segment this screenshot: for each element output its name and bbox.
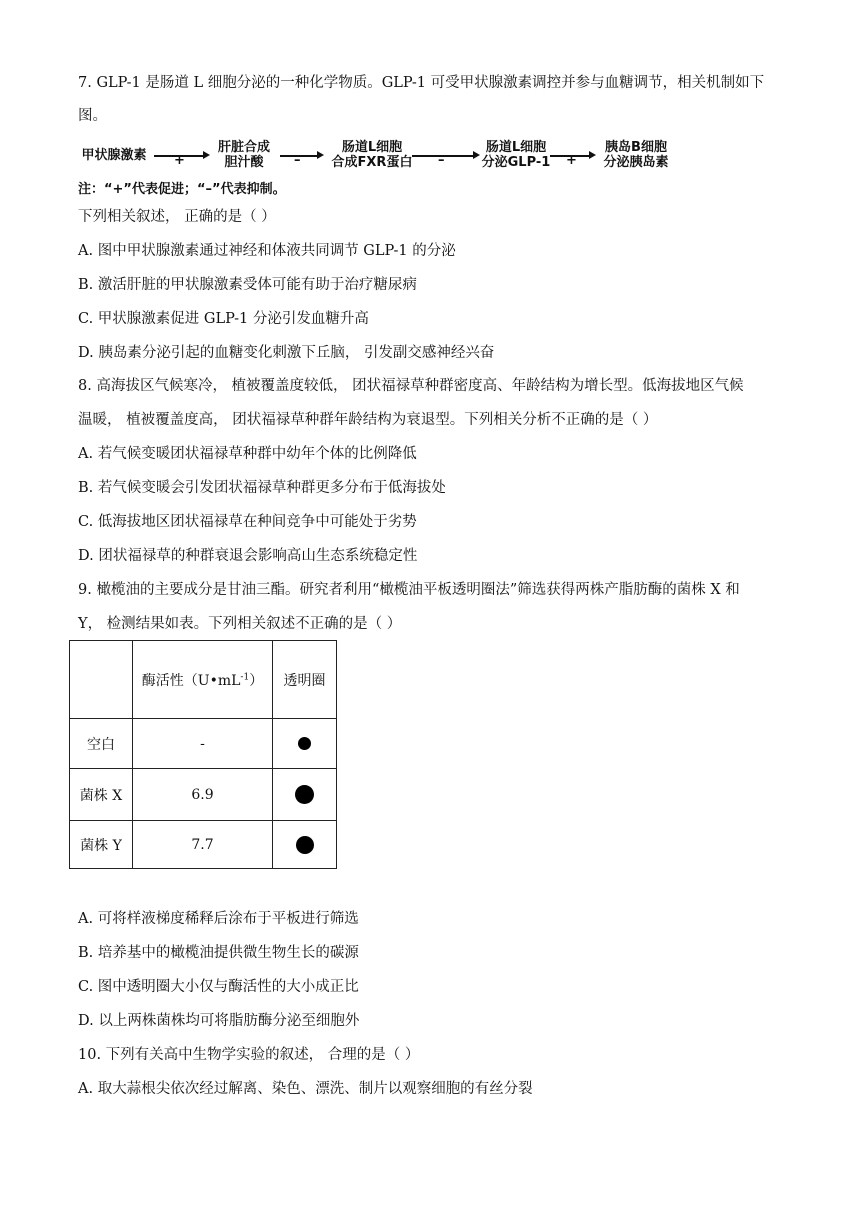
row-circle-cell: [273, 719, 337, 769]
q7-option-c: C. 甲状腺激素促进 GLP-1 分泌引发血糖升高: [78, 311, 369, 327]
row-activity-cell: -: [133, 719, 273, 769]
q7-option-a: A. 图中甲状腺激素通过神经和体液共同调节 GLP-1 的分泌: [78, 243, 456, 259]
header-activity-sup: -1: [240, 671, 250, 682]
q8-stem-line1: 8. 高海拔区气候寒冷， 植被覆盖度较低， 团状福禄草种群密度高、年龄结构为增长型。低海拔地区气候: [78, 378, 744, 394]
row-activity-cell: 6.9: [133, 769, 273, 821]
arrow-3: [412, 153, 474, 168]
transparent-circle-icon: [298, 737, 311, 750]
transparent-circle-icon: [296, 836, 314, 854]
arrow-sign: –: [294, 153, 301, 168]
diagram-node-l-cell-glp1: [476, 140, 556, 170]
table-row: [70, 821, 337, 869]
diagram-node-liver: [212, 140, 276, 170]
table-header-row: [70, 641, 337, 719]
header-blank-cell: [70, 641, 133, 719]
node-label: 肝脏合成: [217, 140, 270, 155]
diagram-node-thyroid: [78, 148, 150, 163]
q8-stem-line2: 温暖， 植被覆盖度高， 团状福禄草种群年龄结构为衰退型。下列相关分析不正确的是（ ）: [78, 412, 658, 428]
row-name-cell: 菌株 X: [70, 769, 133, 821]
q10-stem: 10. 下列有关高中生物学实验的叙述， 合理的是（ ）: [78, 1047, 420, 1063]
node-label: 分泌胰岛素: [603, 155, 669, 170]
header-circle-cell: 透明圈: [273, 641, 337, 719]
header-activity-close: ）: [249, 672, 264, 689]
q7-stem-line1: 7. GLP-1 是肠道 L 细胞分泌的一种化学物质。GLP-1 可受甲状腺激素调控并参与血糖调节，相关机制如下: [78, 75, 765, 91]
q9-result-table: [69, 640, 337, 869]
arrow-sign: +: [174, 153, 185, 168]
arrow-1: [154, 153, 204, 168]
q9-option-d: D. 以上两株菌株均可将脂肪酶分泌至细胞外: [78, 1013, 360, 1029]
q8-option-c: C. 低海拔地区团状福禄草在种间竞争中可能处于劣势: [78, 514, 417, 530]
node-label: 胰岛B细胞: [605, 140, 667, 155]
q9-option-a: A. 可将样液梯度稀释后涂布于平板进行筛选: [78, 911, 359, 927]
arrow-4: [550, 153, 590, 168]
node-label: 甲状腺激素: [81, 148, 147, 163]
table-row: [70, 719, 337, 769]
header-activity-cell: [133, 641, 273, 719]
q9-stem-line2: Y， 检测结果如表。下列相关叙述不正确的是（ ）: [78, 616, 402, 632]
q7-option-b: B. 激活肝脏的甲状腺激素受体可能有助于治疗糖尿病: [78, 277, 417, 293]
q7-question: 下列相关叙述， 正确的是（ ）: [78, 209, 276, 225]
q10-option-a: A. 取大蒜根尖依次经过解离、染色、漂洗、制片以观察细胞的有丝分裂: [78, 1081, 533, 1097]
arrow-2: [280, 153, 318, 168]
q7-option-d: D. 胰岛素分泌引起的血糖变化刺激下丘脑， 引发副交感神经兴奋: [78, 345, 495, 361]
row-circle-cell: [273, 769, 337, 821]
table-row: [70, 769, 337, 821]
q7-stem-line2: 图。: [78, 108, 107, 124]
diagram-node-l-cell-fxr: [326, 140, 418, 170]
node-label: 分泌GLP-1: [481, 155, 551, 170]
node-label: 肠道L细胞: [485, 140, 547, 155]
q9-option-c: C. 图中透明圈大小仅与酶活性的大小成正比: [78, 979, 359, 995]
node-label: 合成FXR蛋白: [331, 155, 413, 170]
transparent-circle-icon: [295, 785, 314, 804]
q7-diagram-note: 注：“+”代表促进；“–”代表抑制。: [78, 182, 286, 197]
q9-option-b: B. 培养基中的橄榄油提供微生物生长的碳源: [78, 945, 359, 961]
q8-option-a: A. 若气候变暖团状福禄草种群中幼年个体的比例降低: [78, 446, 417, 462]
node-label: 胆汁酸: [224, 155, 264, 170]
row-name-cell: 菌株 Y: [70, 821, 133, 869]
row-activity-cell: 7.7: [133, 821, 273, 869]
arrow-sign: +: [566, 153, 577, 168]
q8-option-b: B. 若气候变暖会引发团状福禄草种群更多分布于低海拔处: [78, 480, 446, 496]
row-circle-cell: [273, 821, 337, 869]
q8-option-d: D. 团状福禄草的种群衰退会影响高山生态系统稳定性: [78, 548, 418, 564]
node-label: 肠道L细胞: [341, 140, 403, 155]
q7-flow-diagram: [78, 140, 698, 174]
row-name-cell: 空白: [70, 719, 133, 769]
q9-stem-line1: 9. 橄榄油的主要成分是甘油三酯。研究者利用“橄榄油平板透明圈法”筛选获得两株产脂肪酶的菌株 X 和: [78, 582, 740, 598]
arrow-sign: –: [438, 153, 445, 168]
diagram-node-islet-b-cell: [596, 140, 676, 170]
header-activity-label: 酶活性（U•mL: [141, 672, 241, 689]
